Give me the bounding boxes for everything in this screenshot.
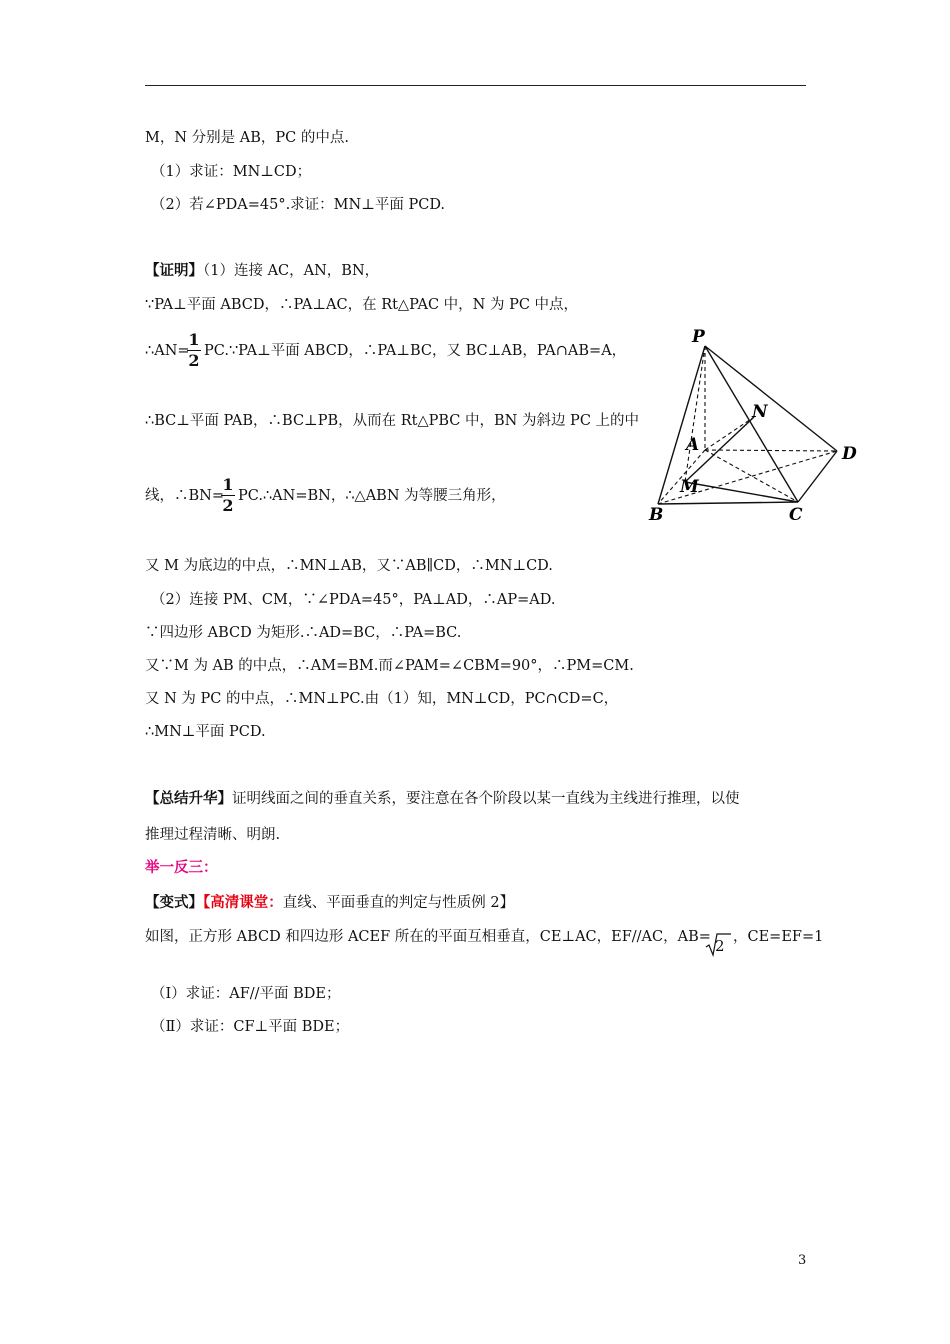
label-D: D [842,444,857,464]
question-2: （2）若∠PDA=45°.求证：MN⊥平面 PCD. [151,197,446,213]
summary-line-1 [145,789,740,809]
proof-line-9: 又∵M 为 AB 的中点，∴AM=BM.而∠PAM=∠CBM=90°，∴PM=CM. [145,658,634,674]
fraction-numerator: 1 [188,330,200,349]
page-number: 3 [798,1253,807,1268]
proof-line-8: ∵四边形 ABCD 为矩形.∴AD=BC，∴PA=BC. [145,625,462,641]
proof-text: （1）连接 AC，AN，BN， [203,263,380,279]
sqrt-two [705,931,731,957]
variant-question-2: （Ⅱ）求证：CF⊥平面 BDE； [151,1019,350,1035]
proof-line-3a: ∴AN= [145,343,190,359]
label-N: N [752,402,768,422]
proof-tag: 【证明】 [145,262,203,279]
label-A: A [686,435,700,455]
proof-line-2: ∵PA⊥平面 ABCD，∴PA⊥AC，在 Rt△PAC 中，N 为 PC 中点， [145,297,579,313]
practice-heading: 举一反三： [145,859,218,876]
fraction-denominator: 2 [222,496,234,515]
summary-tag: 【总结升华】 [145,790,232,807]
proof-line-5a: 线，∴BN= [145,488,224,504]
question-1: （1）求证：MN⊥CD； [151,164,312,180]
sqrt-radicand: 2 [715,937,725,955]
variant-title: 直线、平面垂直的判定与性质例 2】 [282,895,515,911]
variant-line [145,893,514,913]
fraction-half-2 [221,476,235,515]
proof-line-11: ∴MN⊥平面 PCD. [145,724,266,740]
proof-line-10: 又 N 为 PC 的中点，∴MN⊥PC.由（1）知，MN⊥CD，PC∩CD=C， [145,691,619,707]
variant-source: 【高清课堂： [203,894,283,911]
pyramid-diagram [642,322,866,526]
fraction-half [187,331,201,370]
variant-question-1: （Ⅰ）求证：AF//平面 BDE； [151,986,341,1002]
proof-line-4: ∴BC⊥平面 PAB，∴BC⊥PB，从而在 Rt△PBC 中，BN 为斜边 PC 上的中 [145,413,640,429]
summary-text: 证明线面之间的垂直关系，要注意在各个阶段以某一直线为主线进行推理，以使 [232,791,740,807]
proof-line-3b: PC.∵PA⊥平面 ABCD，∴PA⊥BC，又 BC⊥AB，PA∩AB=A， [204,343,627,359]
proof-line-5b: PC.∴AN=BN，∴△ABN 为等腰三角形， [238,488,506,504]
variant-tag: 【变式】 [145,894,203,911]
proof-line-1 [145,261,379,281]
pyramid-figure [642,322,866,530]
label-B: B [649,505,664,525]
proof-line-7: （2）连接 PM、CM，∵∠PDA=45°，PA⊥AD，∴AP=AD. [151,592,556,608]
variant-problem-b: ，CE=EF=1 [733,929,824,945]
proof-line-6: 又 M 为底边的中点，∴MN⊥AB，又∵AB∥CD，∴MN⊥CD. [145,558,553,574]
text-line: M，N 分别是 AB，PC 的中点. [145,130,349,146]
summary-line-2: 推理过程清晰、明朗. [145,827,281,843]
label-P: P [692,327,705,347]
fraction-denominator: 2 [188,351,200,370]
label-C: C [789,505,803,525]
variant-problem-a: 如图，正方形 ABCD 和四边形 ACEF 所在的平面互相垂直，CE⊥AC，EF//AC，AB= [145,929,711,945]
fraction-numerator: 1 [222,475,234,494]
label-M: M [680,477,699,497]
header-rule [145,85,806,86]
